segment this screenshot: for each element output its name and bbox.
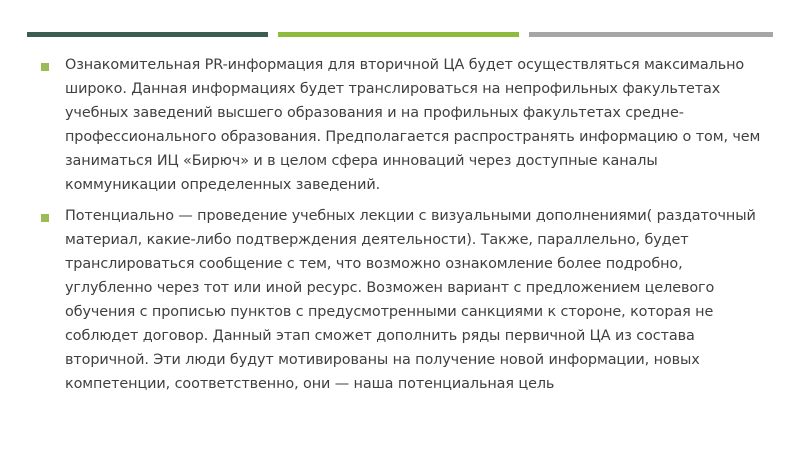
accent-bar-green [278,32,519,37]
slide-body [37,54,772,405]
square-bullet-icon [41,214,49,222]
bullet-text: Потенциально — проведение учебных лекции с визуальными дополнениями( раздаточный материал, какие-либо подтверждения деятельности). Также, параллельно, будет транслироваться сообщение с тем, что возможно ознакомление более подробно, углубленно через тот или иной ресурс. Возможен вариант с предложением целевого обучения с прописью пунктов с предусмотренными санкциями к стороне, которая не соблюдет договор. Данный этап сможет дополнить ряды первичной ЦА из состава вторичной. Эти люди будут мотивированы на получение новой информации, новых компетенции, соответственно, они — наша потенциальная цель [65,208,756,392]
accent-bar-gray [529,32,773,37]
bullet-text: Ознакомительная PR-информация для вторичной ЦА будет осуществляться максимально широко. Данная информациях будет транслироваться на непрофильных факультетах учебных заведений высшего образования и на профильных факультетах средне-профессионального образования. Предполагается распространять информацию о том, чем заниматься ИЦ «Бирюч» и в целом сфера инноваций через доступные каналы коммуникации определенных заведений. [65,57,761,193]
header-accent-bars [27,32,773,37]
accent-bar-dark [27,32,268,37]
bullet-item-potential-lectures [37,205,772,396]
bullet-item-secondary-audience [37,54,772,197]
square-bullet-icon [41,63,49,71]
